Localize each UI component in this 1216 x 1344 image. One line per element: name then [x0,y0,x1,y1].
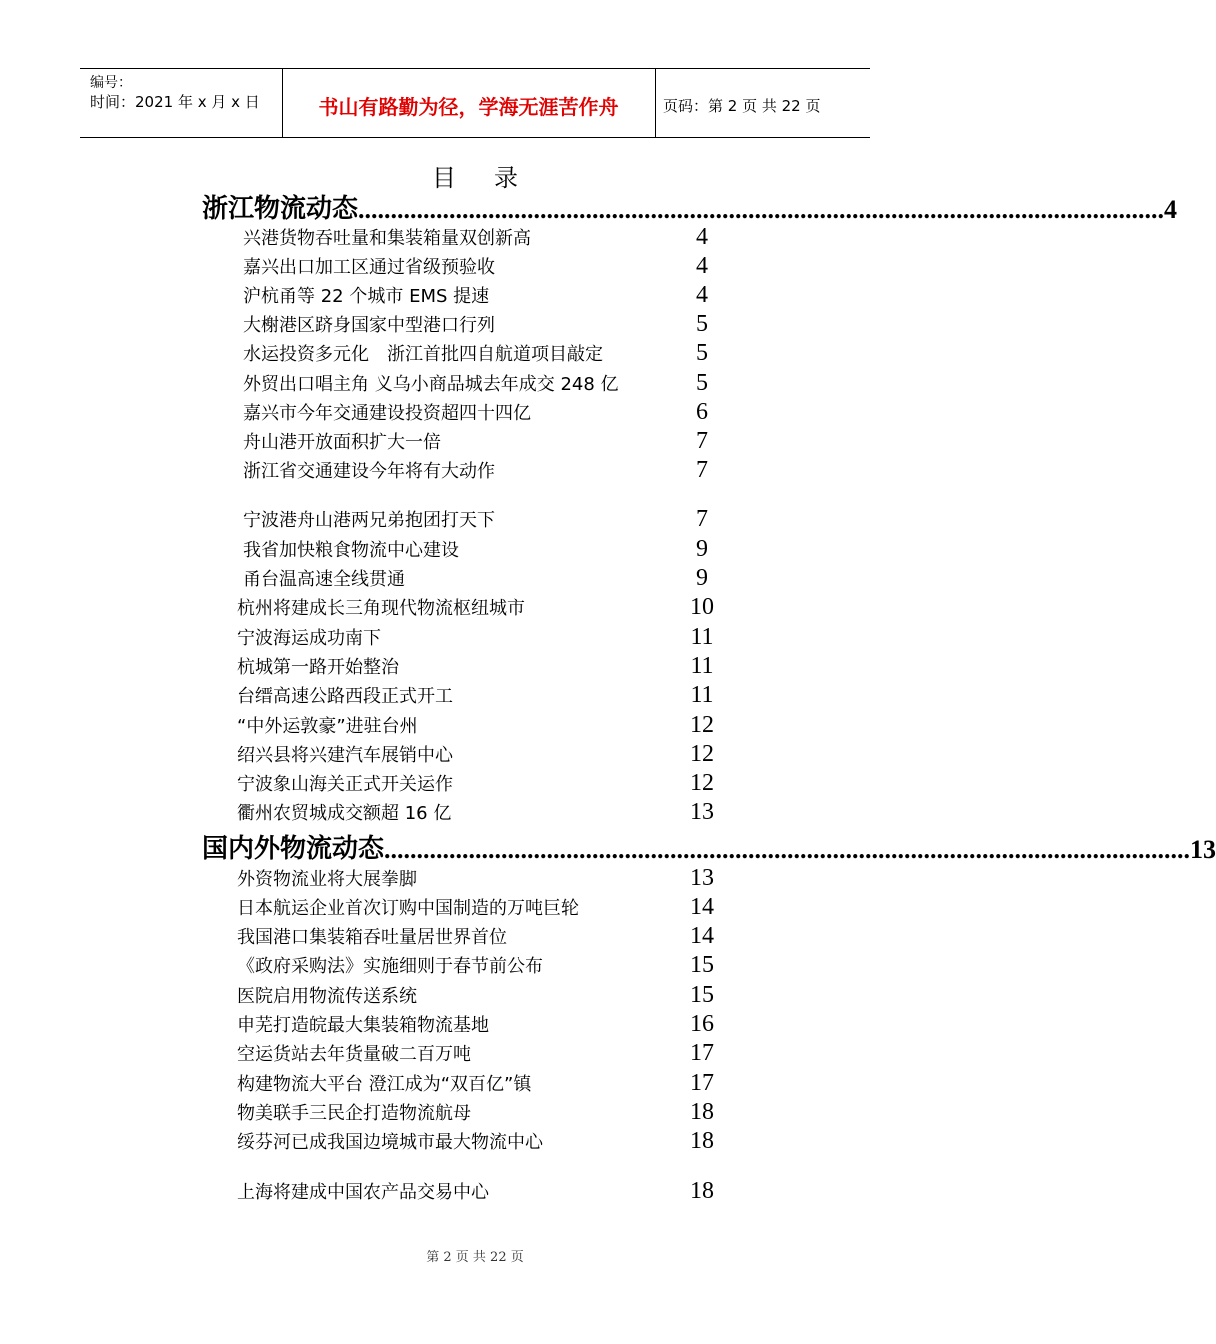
toc-section-page-number: 13 [1190,835,1216,864]
toc-entry-title[interactable]: 宁波海运成功南下 [237,628,381,649]
toc-entry-title[interactable]: 沪杭甬等 22 个城市 EMS 提速 [243,286,490,307]
toc-entry-page-number: 15 [690,952,714,978]
toc-entry-page-number: 12 [690,741,714,767]
toc-entry-page-number: 14 [690,923,714,949]
toc-entry-title[interactable]: 绍兴县将兴建汽车展销中心 [237,745,453,766]
page-footer: 第 2 页 共 22 页 [426,1250,524,1265]
toc-entry-title[interactable]: 空运货站去年货量破二百万吨 [237,1044,471,1065]
header-motto: 书山有路勤为径，学海无涯苦作舟 [318,95,619,119]
toc-entry-title[interactable]: 构建物流大平台 澄江成为“双百亿”镇 [237,1074,532,1095]
header-page-cell [655,69,870,137]
toc-entry-title[interactable]: 舟山港开放面积扩大一倍 [243,432,441,453]
toc-section-heading[interactable] [202,188,1178,225]
document-number-label: 编号： [90,75,132,91]
toc-entry-title[interactable]: 外贸出口唱主角 义乌小商品城去年成交 248 亿 [243,374,619,395]
toc-entry-title[interactable]: 医院启用物流传送系统 [237,986,417,1007]
toc-entry-page-number: 14 [690,894,714,920]
toc-entry-page-number: 18 [690,1128,714,1154]
header-page-info: 页码：第 2 页 共 22 页 [663,97,821,115]
toc-entry-page-number: 11 [690,624,714,650]
toc-entry-page-number: 12 [690,712,714,738]
toc-entry-title[interactable]: 杭城第一路开始整治 [237,657,399,678]
toc-entry-page-number: 13 [690,865,714,891]
toc-entry-page-number: 4 [696,224,708,250]
toc-entry-page-number: 17 [690,1040,714,1066]
toc-entry-page-number: 16 [690,1011,714,1037]
toc-entry-page-number: 4 [696,253,708,279]
toc-entry-page-number: 10 [690,594,714,620]
toc-entry-title[interactable]: 我省加快粮食物流中心建设 [243,540,459,561]
document-date-label: 时间：2021 年 x 月 x 日 [90,93,260,111]
header-motto-cell [282,69,656,137]
toc-entry-page-number: 4 [696,282,708,308]
toc-entry-title[interactable]: 杭州将建成长三角现代物流枢纽城市 [237,598,525,619]
toc-entry-title[interactable]: 申芜打造皖最大集装箱物流基地 [237,1015,489,1036]
toc-section-title: 浙江物流动态 [202,194,359,224]
toc-entry-title[interactable]: 台缙高速公路西段正式开工 [237,686,453,707]
toc-entry-page-number: 13 [690,799,714,825]
toc-section-page-number: 4 [1164,195,1178,224]
toc-entry-page-number: 5 [696,370,708,396]
toc-entry-page-number: 5 [696,311,708,337]
toc-entry-page-number: 18 [690,1178,714,1204]
toc-entry-page-number: 18 [690,1099,714,1125]
toc-entry-title[interactable]: “中外运敦豪”进驻台州 [237,716,418,737]
toc-entry-title[interactable]: 日本航运企业首次订购中国制造的万吨巨轮 [237,898,579,919]
toc-dot-leader: ............................................................................................................................ [384,835,1191,864]
toc-entry-page-number: 11 [690,653,714,679]
toc-entry-page-number: 7 [696,457,708,483]
toc-entry-title[interactable]: 兴港货物吞吐量和集装箱量双创新高 [243,228,531,249]
toc-entry-title[interactable]: 物美联手三民企打造物流航母 [237,1103,471,1124]
toc-entry-title[interactable]: 绥芬河已成我国边境城市最大物流中心 [237,1132,543,1153]
toc-entry-page-number: 7 [696,506,708,532]
toc-dot-leader: ............................................................................................................................ [358,195,1165,224]
toc-entry-title[interactable]: 嘉兴市今年交通建设投资超四十四亿 [243,403,531,424]
toc-entry-page-number: 12 [690,770,714,796]
toc-section-heading[interactable] [202,828,1216,865]
toc-section-title: 国内外物流动态 [202,834,385,864]
toc-entry-title[interactable]: 浙江省交通建设今年将有大动作 [243,461,495,482]
toc-entry-title[interactable]: 上海将建成中国农产品交易中心 [237,1182,489,1203]
toc-entry-title[interactable]: 我国港口集装箱吞吐量居世界首位 [237,927,507,948]
toc-entry-page-number: 6 [696,399,708,425]
toc-entry-title[interactable]: 外资物流业将大展拳脚 [237,869,417,890]
toc-entry-page-number: 15 [690,982,714,1008]
toc-title: 目录 [432,164,556,192]
toc-entry-title[interactable]: 大榭港区跻身国家中型港口行列 [243,315,495,336]
toc-entry-title[interactable]: 宁波港舟山港两兄弟抱团打天下 [243,510,495,531]
page-header [80,68,870,138]
toc-entry-title[interactable]: 衢州农贸城成交额超 16 亿 [237,803,452,824]
toc-entry-title[interactable]: 宁波象山海关正式开关运作 [237,774,453,795]
toc-entry-title[interactable]: 甬台温高速全线贯通 [243,569,405,590]
toc-entry-title[interactable]: 水运投资多元化 浙江首批四自航道项目敲定 [243,344,603,365]
toc-entry-page-number: 11 [690,682,714,708]
toc-entry-page-number: 17 [690,1070,714,1096]
toc-entry-page-number: 7 [696,428,708,454]
toc-entry-page-number: 9 [696,536,708,562]
toc-entry-title[interactable]: 《政府采购法》实施细则于春节前公布 [237,956,543,977]
toc-entry-page-number: 9 [696,565,708,591]
toc-entry-title[interactable]: 嘉兴出口加工区通过省级预验收 [243,257,495,278]
header-meta-cell [80,69,283,137]
toc-entry-page-number: 5 [696,340,708,366]
